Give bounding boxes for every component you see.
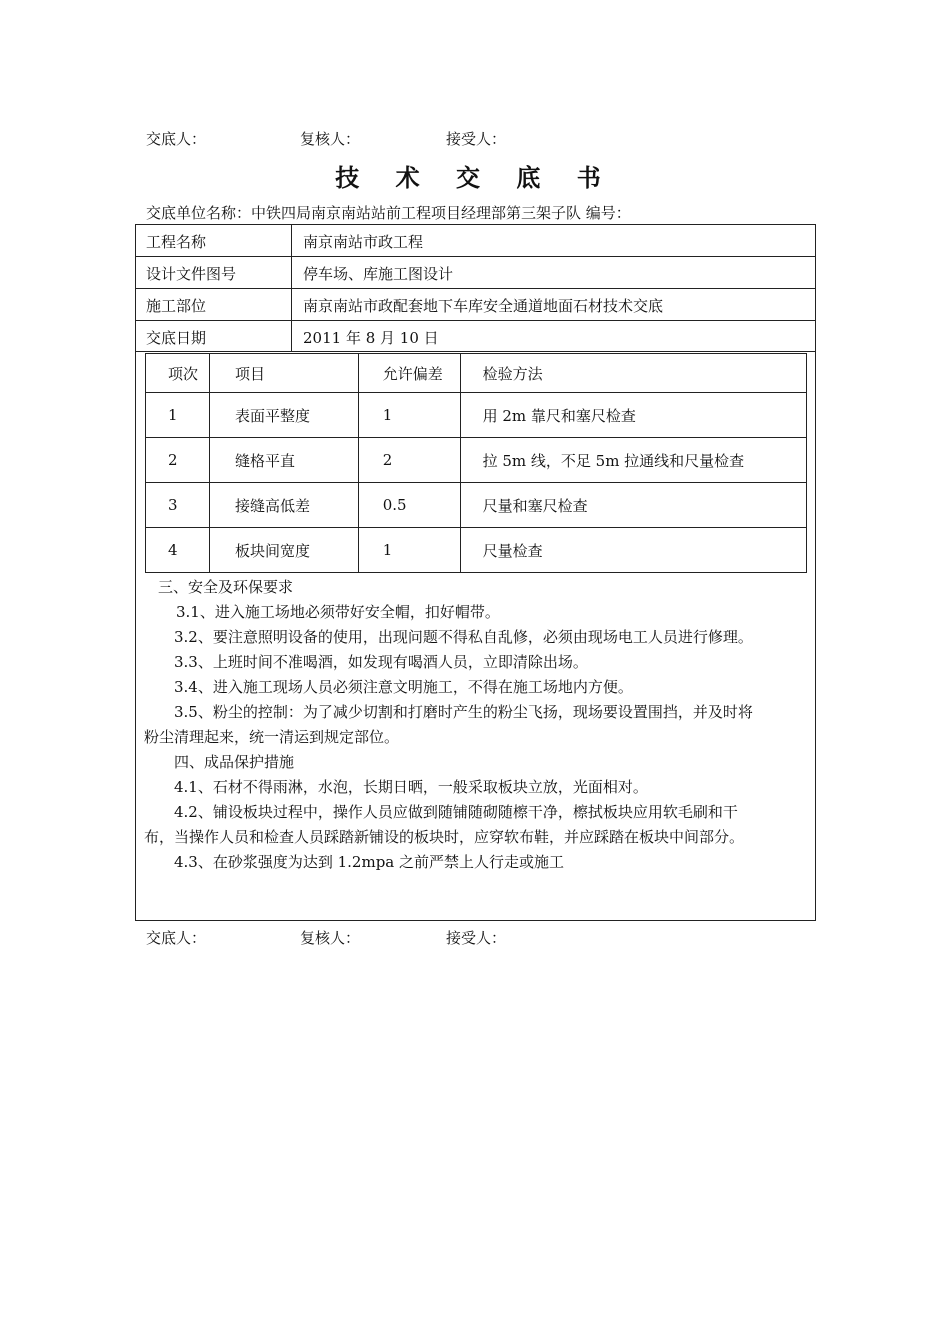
table-cell: 接缝高低差 [209, 483, 358, 528]
table-cell: 尺量检查 [460, 528, 806, 573]
info-label: 施工部位 [146, 297, 207, 315]
note-line: 3.1、进入施工场地必须带好安全帽，扣好帽带。 [176, 603, 500, 621]
table-cell: 1 [146, 393, 210, 438]
table-cell: 拉 5m 线，不足 5m 拉通线和尺量检查 [460, 438, 806, 483]
table-cell: 4 [146, 528, 210, 573]
info-row-date [136, 321, 815, 352]
table-cell: 缝格平直 [209, 438, 358, 483]
inspection-table [145, 353, 807, 573]
table-cell: 1 [358, 528, 460, 573]
table-row [146, 393, 807, 438]
info-value: 2011 年 8 月 10 日 [303, 329, 439, 347]
table-header-row [146, 354, 807, 393]
table-row [146, 438, 807, 483]
section-heading-safety: 三、安全及环保要求 [158, 578, 294, 596]
table-row [146, 483, 807, 528]
disclosure-frame [135, 224, 816, 921]
info-value: 南京南站市政配套地下车库安全通道地面石材技术交底 [303, 297, 664, 315]
signature-line-top [146, 128, 746, 148]
note-line: 布，当操作人员和检查人员踩踏新铺设的板块时，应穿软布鞋，并应踩踏在板块中间部分。 [144, 828, 745, 846]
info-label: 设计文件图号 [146, 265, 237, 283]
receiver-label: 接受人： [446, 929, 507, 947]
table-row [146, 528, 807, 573]
signature-line-bottom [146, 927, 746, 947]
table-cell: 尺量和塞尺检查 [460, 483, 806, 528]
note-line: 4.3、在砂浆强度为达到 1.2mpa 之前严禁上人行走或施工 [174, 853, 565, 871]
table-cell: 用 2m 靠尺和塞尺检查 [460, 393, 806, 438]
info-value: 停车场、库施工图设计 [303, 265, 454, 283]
note-line: 3.4、进入施工现场人员必须注意文明施工，不得在施工场地内方便。 [174, 678, 633, 696]
receiver-label: 接受人： [446, 130, 507, 148]
table-cell: 表面平整度 [209, 393, 358, 438]
info-row-project [136, 225, 815, 257]
info-row-location [136, 289, 815, 321]
unit-line: 交底单位名称：中铁四局南京南站站前工程项目经理部第三架子队 编号： [146, 204, 631, 222]
info-label: 交底日期 [146, 329, 207, 347]
reviewer-label: 复核人： [300, 130, 361, 148]
header-cell: 允许偏差 [358, 354, 460, 393]
section-heading-protection: 四、成品保护措施 [174, 753, 295, 771]
info-value: 南京南站市政工程 [303, 233, 424, 251]
requirements-notes [136, 575, 815, 875]
header-cell: 检验方法 [460, 354, 806, 393]
table-cell: 3 [146, 483, 210, 528]
note-line: 4.2、铺设板块过程中，操作人员应做到随铺随砌随檫干净，檫拭板块应用软毛刷和干 [174, 803, 738, 821]
table-cell: 2 [358, 438, 460, 483]
table-cell: 2 [146, 438, 210, 483]
presenter-label: 交底人： [146, 130, 207, 148]
note-line: 粉尘清理起来，统一清运到规定部位。 [144, 728, 400, 746]
note-line: 3.3、上班时间不准喝酒，如发现有喝酒人员，立即清除出场。 [174, 653, 588, 671]
note-line: 3.2、要注意照明设备的使用，出现问题不得私自乱修，必须由现场电工人员进行修理。 [174, 628, 753, 646]
document-title: 技 术 交 底 书 [335, 163, 615, 192]
info-row-drawing [136, 257, 815, 289]
table-cell: 板块间宽度 [209, 528, 358, 573]
info-label: 工程名称 [146, 233, 207, 251]
presenter-label: 交底人： [146, 929, 207, 947]
table-cell: 1 [358, 393, 460, 438]
header-cell: 项次 [146, 354, 210, 393]
note-line: 4.1、石材不得雨淋，水泡，长期日晒，一般采取板块立放，光面相对。 [174, 778, 648, 796]
note-line: 3.5、粉尘的控制：为了减少切割和打磨时产生的粉尘飞扬，现场要设置围挡，并及时将 [174, 703, 753, 721]
reviewer-label: 复核人： [300, 929, 361, 947]
table-cell: 0.5 [358, 483, 460, 528]
header-cell: 项目 [209, 354, 358, 393]
